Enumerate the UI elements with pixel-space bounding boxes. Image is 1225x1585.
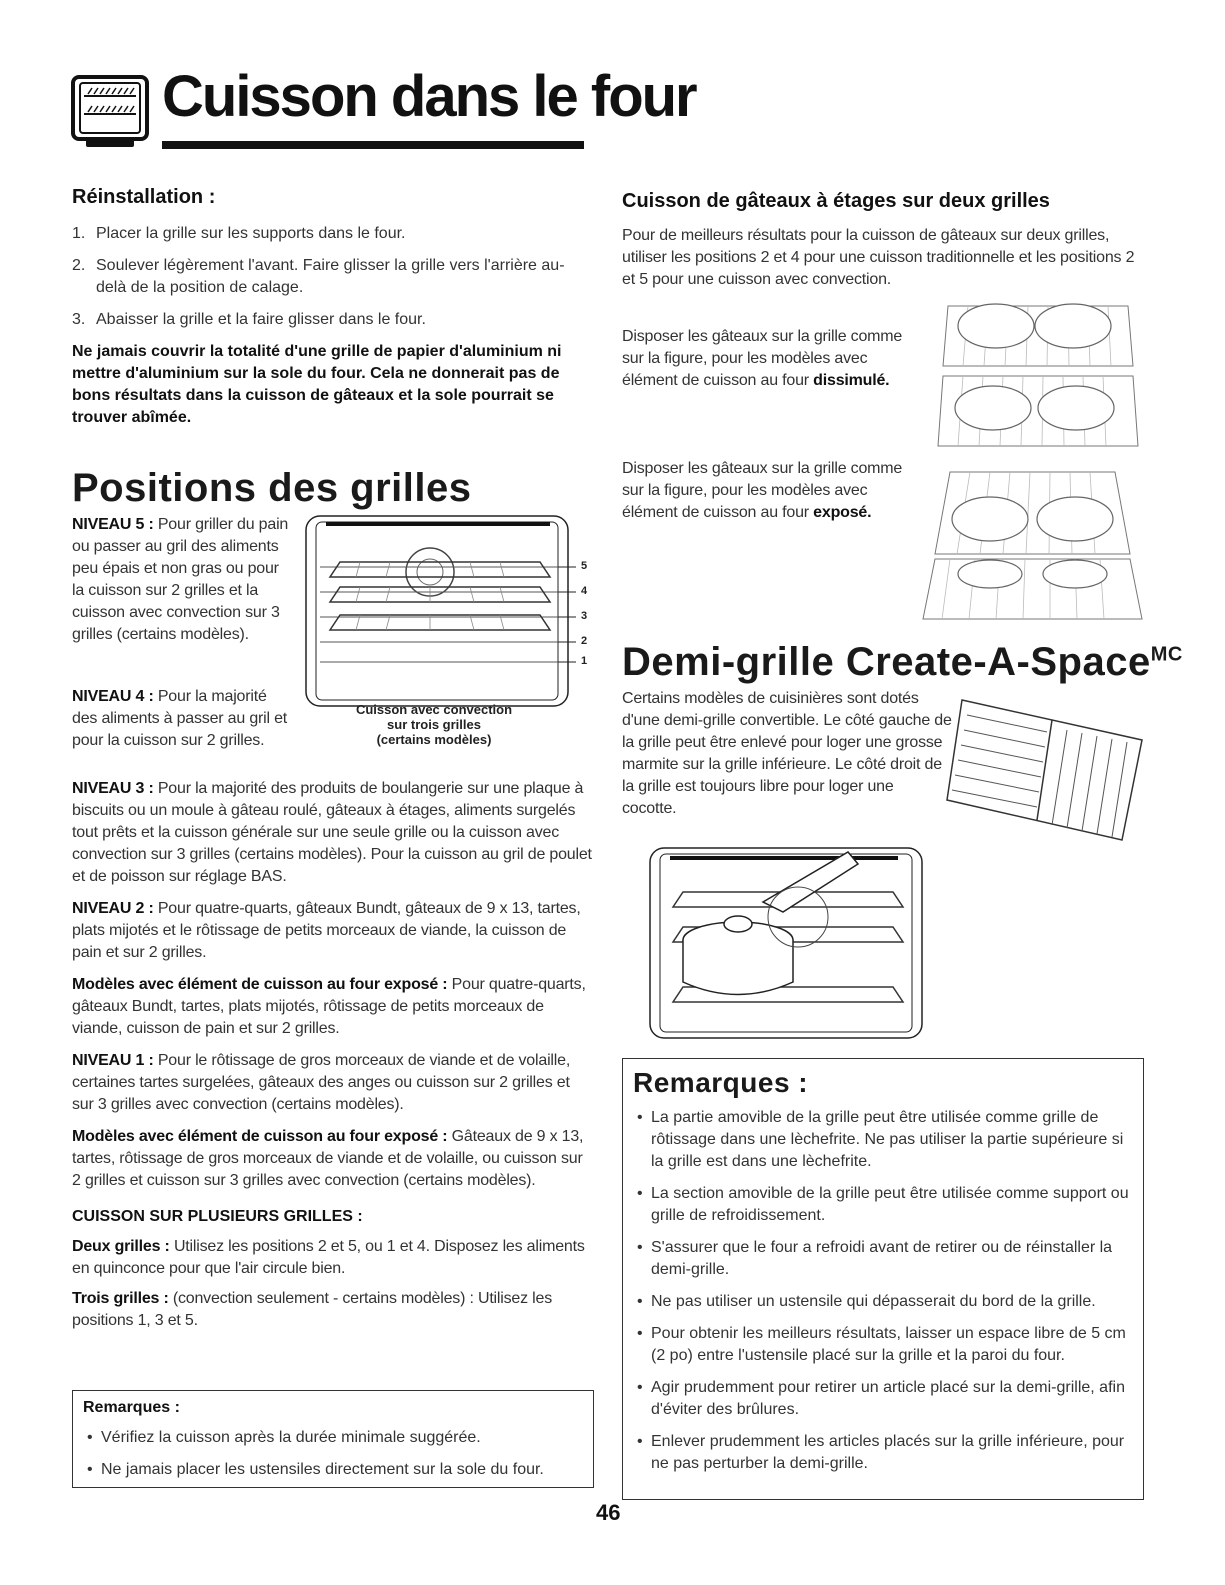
- remarques-large-list: [633, 1107, 1133, 1475]
- remarques-small-box: [72, 1390, 594, 1488]
- reinstallation-heading: Réinstallation :: [72, 186, 216, 208]
- page-number: 46: [596, 1500, 621, 1525]
- niveau3-paragraph: NIVEAU 3 : Pour la majorité des produits de boulangerie sur une plaque à biscuits ou un moule à gâteau roulé, gâteaux à étages, aliments surgelés tout prêts et la cuisson générale sur une seule grille ou la cuisson avec convection sur 3 grilles (certains modèles). Pour la cuisson au gril de poulet et de poisson sur réglage BAS.: [72, 780, 592, 885]
- list-item: 3. Abaisser la grille et la faire glisser dans le four.: [72, 311, 426, 328]
- niveau2-paragraph: NIVEAU 2 : Pour quatre-quarts, gâteaux Bundt, gâteaux de 9 x 13, tartes, plats mijotés et le rôtissage de petits morceaux de viande, la cuisson de pain et sur 2 grilles.: [72, 900, 581, 961]
- oven-with-pot-illustration: [648, 842, 926, 1042]
- niveau5-paragraph: NIVEAU 5 : Pour griller du pain ou passer au gril des aliments peu épais et non gras ou pour la cuisson sur 2 grilles et la cuisson avec convection sur 3 grilles (certains modèles).: [72, 516, 289, 643]
- positions-heading: Positions des grilles: [72, 466, 472, 510]
- aluminium-warning: Ne jamais couvrir la totalité d'une grille de papier d'aluminium ni mettre d'aluminium sur la sole du four. Cela ne donnerait pas de bons résultats dans la cuisson de gâteaux et la sole pourrait se trouver abîmée.: [72, 343, 562, 426]
- list-item: 1. Placer la grille sur les supports dans le four.: [72, 225, 406, 242]
- oven-icon: [70, 74, 150, 152]
- reinstallation-steps: [72, 223, 592, 331]
- diagram-caption: Cuisson avec convection sur trois grilles (certains modèles): [355, 702, 513, 747]
- niveau1-paragraph: NIVEAU 1 : Pour le rôtissage de gros morceaux de viande et de volaille, certaines tartes surgelées, gâteaux des anges ou cuisson sur 2 grilles et sur 3 grilles avec convection (certains modèles).: [72, 1052, 571, 1113]
- remarques-large-heading: Remarques :: [633, 1067, 809, 1098]
- demi-grille-heading: Demi-grille Create-A-Space$^{MC}$: [622, 640, 1183, 684]
- remarques-large-box: [622, 1058, 1144, 1500]
- page-title: Cuisson dans le four: [162, 64, 696, 129]
- half-rack-illustration: [942, 690, 1147, 848]
- reinstallation-section: [72, 186, 592, 429]
- remarques-small-heading: Remarques :: [83, 1399, 180, 1416]
- oven-rack-diagram: [300, 512, 600, 757]
- remarques-small-list: [83, 1427, 583, 1481]
- trois-grilles-paragraph: Trois grilles : (convection seulement - certains modèles) : Utilisez les positions 1, 3 et 5.: [72, 1290, 553, 1329]
- cakes-exposed-element-illustration: [920, 464, 1145, 624]
- plusieurs-heading: CUISSON SUR PLUSIEURS GRILLES :: [72, 1208, 363, 1225]
- list-item: • La section amovible de la grille peut être utilisée comme support ou grille de refroidissement.: [637, 1185, 1129, 1224]
- dissimule-paragraph: Disposer les gâteaux sur la grille comme sur la figure, pour les modèles avec élément de cuisson au four dissimulé.: [622, 328, 903, 389]
- list-item: • Agir prudemment pour retirer un article placé sur la demi-grille, afin d'éviter des brûlures.: [637, 1379, 1125, 1418]
- list-item: 2. Soulever légèrement l'avant. Faire glisser la grille vers l'arrière au-delà de la position de calage.: [72, 257, 565, 296]
- gateaux-intro: Pour de meilleurs résultats pour la cuisson de gâteaux sur deux grilles, utiliser les positions 2 et 4 pour une cuisson traditionnelle et les positions 2 et 5 pour une cuisson avec convection.: [622, 227, 1135, 288]
- expose-paragraph: Modèles avec élément de cuisson au four exposé : Pour quatre-quarts, gâteaux Bundt, tartes, plats mijotés, rôtissage de petits morceaux de viande, cuisson de pain et sur 2 grilles.: [72, 976, 586, 1037]
- demi-grille-paragraph: Certains modèles de cuisinières sont dotés d'une demi-grille convertible. Le côté gauche de la grille peut être enlevé pour loger une grosse marmite sur la grille inférieure. Le côté droit de la grille est toujours libre pour loger une cocotte.: [622, 690, 952, 817]
- list-item: • Enlever prudemment les articles placés sur la grille inférieure, pour ne pas perturber la demi-grille.: [637, 1433, 1125, 1472]
- rack-number-5: 5: [581, 560, 588, 572]
- cakes-hidden-element-illustration: [928, 296, 1143, 454]
- list-item: • S'assurer que le four a refroidi avant de retirer ou de réinstaller la demi-grille.: [637, 1239, 1113, 1278]
- rack-number-3: 3: [581, 610, 588, 622]
- list-item: • Ne pas utiliser un ustensile qui dépasserait du bord de la grille.: [637, 1293, 1096, 1310]
- expose-cakes-paragraph: Disposer les gâteaux sur la grille comme sur la figure, pour les modèles avec élément de cuisson au four exposé.: [622, 460, 903, 521]
- list-item: • La partie amovible de la grille peut être utilisée comme grille de rôtissage dans une lèchefrite. Ne pas utiliser la partie supérieure si la grille est dans une lèchefrite.: [637, 1109, 1124, 1170]
- rack-number-2: 2: [581, 635, 588, 647]
- deux-grilles-paragraph: Deux grilles : Utilisez les positions 2 et 5, ou 1 et 4. Disposez les aliments en quinconce pour que l'air circule bien.: [72, 1238, 585, 1277]
- expose2-paragraph: Modèles avec élément de cuisson au four exposé : Gâteaux de 9 x 13, tartes, rôtissage de gros morceaux de viande et de volaille, ou cuisson sur 2 grilles et cuisson sur 3 grilles avec convection (certains modèles).: [72, 1128, 584, 1189]
- list-item: • Vérifiez la cuisson après la durée minimale suggérée.: [87, 1429, 481, 1446]
- niveau-details: [72, 778, 592, 1332]
- gateaux-heading: Cuisson de gâteaux à étages sur deux grilles: [622, 190, 1050, 212]
- rack-number-1: 1: [581, 655, 588, 667]
- rack-number-4: 4: [581, 585, 588, 597]
- gateaux-section: [622, 190, 1142, 291]
- list-item: • Pour obtenir les meilleurs résultats, laisser un espace libre de 5 cm (2 po) entre l'ustensile placé sur la grille et la paroi du four.: [637, 1325, 1126, 1364]
- list-item: • Ne jamais placer les ustensiles directement sur la sole du four.: [87, 1461, 544, 1478]
- niveau4-paragraph: NIVEAU 4 : Pour la majorité des aliments à passer au gril et pour la cuisson sur 2 grilles.: [72, 688, 288, 749]
- title-underline: [162, 141, 584, 149]
